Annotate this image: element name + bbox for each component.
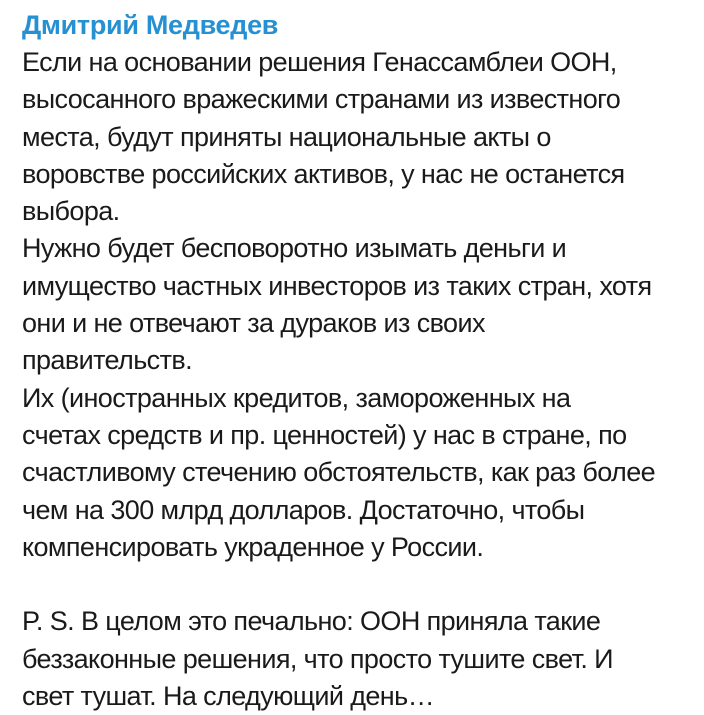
channel-title[interactable]: Дмитрий Медведев (22, 10, 279, 40)
message-line: высосанного вражескими странами из известного (22, 84, 621, 115)
message-line: P. S. В целом это печально: ООН приняла такие (22, 606, 601, 637)
message-line: выбора. (22, 196, 120, 227)
message-blank-line (22, 566, 694, 603)
message-line: компенсировать украденное у России. (22, 531, 484, 562)
message-line: счетах средств и пр. ценностей) у нас в стране, по (22, 419, 627, 450)
message-line: правительств. (22, 345, 192, 376)
message-line: Если на основании решения Генассамблеи ООН, (22, 47, 617, 77)
message-line: места, будут приняты национальные акты о (22, 121, 551, 152)
message-line: Их (иностранных кредитов, замороженных на (22, 382, 571, 413)
message-body (22, 44, 694, 715)
message-line: беззаконные решения, что просто тушите свет. И (22, 643, 613, 674)
message-line: свет тушат. На следующий день… (22, 681, 434, 712)
message-line: воровстве российских активов, у нас не останется (22, 158, 625, 189)
message-line: они и не отвечают за дураков из своих (22, 308, 485, 339)
message-line: чем на 300 млрд долларов. Достаточно, чтобы (22, 494, 585, 525)
message-line: имущество частных инвесторов из таких стран, хотя (22, 270, 652, 301)
message-line: Нужно будет бесповоротно изымать деньги и (22, 233, 567, 264)
message-line: счастливому стечению обстоятельств, как раз более (22, 457, 656, 488)
